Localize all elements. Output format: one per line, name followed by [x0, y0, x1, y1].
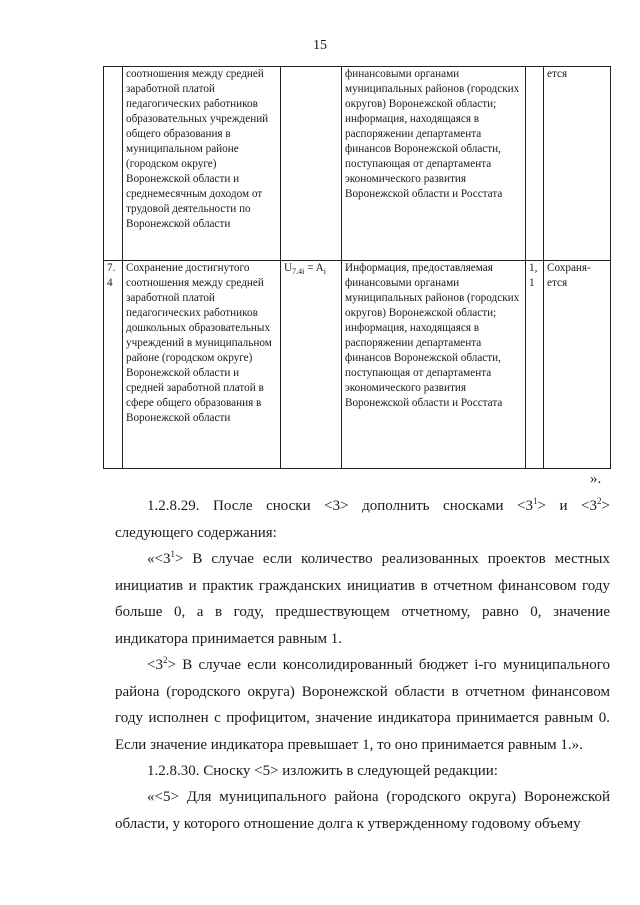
paragraph-2: «$<3^1> В$ случае если количество реализованных проектов местных инициатив и практик гражданских инициатив в отчетном финансовом году больше 0, а в году, предшествующем отчетному, равно 0, значение индикатора принимается равным 1. — [115, 549, 610, 647]
closing-quote: ». — [590, 471, 602, 487]
cell-number — [104, 67, 123, 261]
cell-source: финансовыми органами муниципальных районов (городских округов) Воронежской области; информация, находящаяся в распоряжении департамента финансов Воронежской области, поступающая от департамента экономического развития Воронежской области и Росстата — [342, 67, 526, 261]
cell-value — [526, 67, 544, 261]
paragraph-5: «<5> Для муниципального района (городского округа) Воронежской области, у которого отношение долга к утвержденному годовому объему — [115, 789, 610, 832]
paragraph-4: 1.2.8.30. Сноску <5> изложить в следующей редакции: — [147, 763, 498, 779]
cell-note: Сохраня-ется — [544, 261, 611, 469]
indicator-table — [103, 66, 611, 469]
formula-main: U — [284, 262, 293, 274]
paragraph-3: $<3^2> В$ случае если консолидированный бюджет i-го муниципального района (городского округа) Воронежской области в отчетном финансовом году исполнен с профицитом, значение индикатора принимается равным 0. Если значение индикатора превышает 1, то оно принимается равным 1.». — [115, 655, 610, 753]
cell-note: ется — [544, 67, 611, 261]
formula-subscript: 7.4i — [292, 267, 305, 277]
cell-indicator-name: соотношения между средней заработной платой педагогических работников образовательных учреждений общего образования в муниципальном районе (городском округе) Воронежской области и среднемесячным доходом от трудовой деятельности по Воронежской области — [123, 67, 281, 261]
paragraph-1: 1.2.8.29. После сноски <3> дополнить сносками $<3^1> и <3^2>$ следующего содержания: — [115, 496, 610, 541]
cell-indicator-name: Сохранение достигнутого соотношения между средней заработной платой педагогических работников дошкольных образовательных учреждений в муниципальном районе (городском округе) Воронежской области и средней заработной платой в сфере общего образования в Воронежской области — [123, 261, 281, 469]
cell-formula — [281, 261, 342, 469]
formula-rhs: = A — [304, 262, 324, 274]
page-number: 15 — [313, 38, 327, 53]
table-row — [104, 261, 611, 469]
cell-number: 7.4 — [104, 261, 123, 469]
cell-formula — [281, 67, 342, 261]
cell-source: Информация, предоставляемая финансовыми органами муниципальных районов (городских округов) Воронежской области; информация, находящаяся в распоряжении департамента финансов Воронежской области, поступающая от департамента экономического развития Воронежской области и Росстата — [342, 261, 526, 469]
formula-rhs-subscript: i — [323, 267, 326, 277]
table-row — [104, 67, 611, 261]
cell-value: 1,1 — [526, 261, 544, 469]
